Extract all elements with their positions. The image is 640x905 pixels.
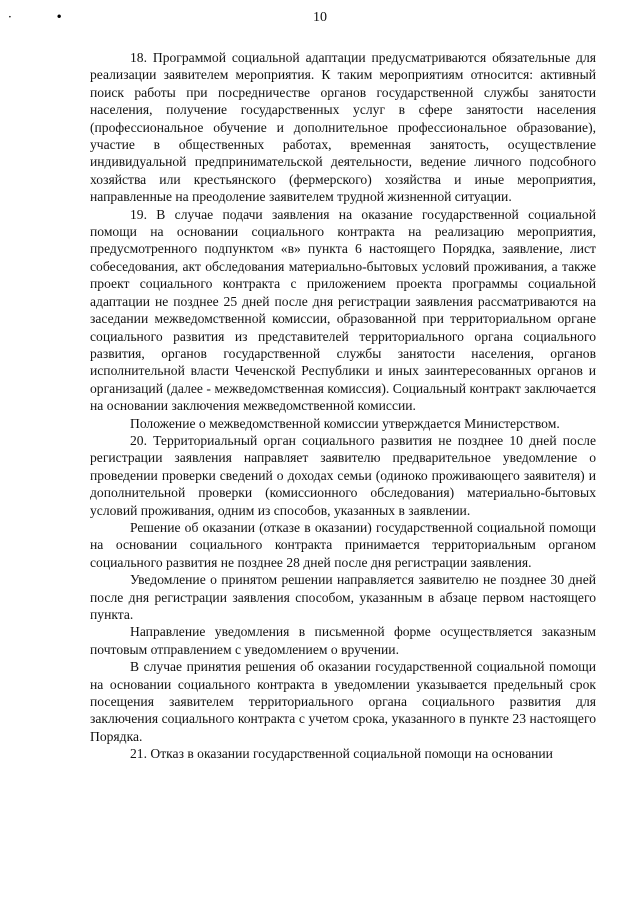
paragraph-21: 21. Отказ в оказании государственной социальной помощи на основании <box>130 746 553 762</box>
paragraph-20: 20. Территориальный орган социального развития не позднее 10 дней после регистрации заявления направляет заявителю предварительное уведомление о проведении проверки сведений о доходах семьи (одиноко проживающего заявителя) и дополнительной проверки (комиссионного обследования) материально-бытовых условий проживания, одним из способов, указанных в заявлении. <box>90 432 596 518</box>
paragraph-written-notice: Направление уведомления в письменной форме осуществляется заказным почтовым отправлением с уведомлением о вручении. <box>90 624 596 657</box>
page-number: 10 <box>313 10 327 25</box>
paragraph-notification: Уведомление о принятом решении направляется заявителю не позднее 30 дней после дня регистрации заявления способом, указанным в абзаце первом настоящего пункта. <box>90 572 596 622</box>
paragraph-commission-regulation: Положение о межведомственной комиссии утверждается Министерством. <box>130 415 560 431</box>
document-body <box>90 49 596 763</box>
scan-marks: · • <box>8 10 83 24</box>
paragraph-19: 19. В случае подачи заявления на оказание государственной социальной помощи на основании социального контракта на реализацию мероприятия, предусмотренного подпунктом «в» пункта 6 настоящего Порядка, заявление, лист собеседования, акт обследования материально-бытовых условий проживания, а также проект социального контракта с приложением проекта программы социальной адаптации не позднее 25 дней после дня регистрации заявления рассматриваются на заседании межведомственной комиссии, образованной при территориальном органе социального развития из представителей территориального органа социального развития, органов государственной службы занятости населения, органов исполнительной власти Чеченской Республики и иных заинтересованных органов и организаций (далее - межведомственная комиссия). Социальный контракт заключается на основании заключения межведомственной комиссии. <box>90 206 596 414</box>
paragraph-deadline: В случае принятия решения об оказании государственной социальной помощи на основании социального контракта в уведомлении указывается предельный срок посещения заявителем территориального органа социального развития для заключения социального контракта с учетом срока, указанного в пункте 23 настоящего Порядка. <box>90 659 596 744</box>
paragraph-18: 18. Программой социальной адаптации предусматриваются обязательные для реализации заявителем мероприятия. К таким мероприятиям относится: активный поиск работы при посредничестве органов государственной службы занятости населения, получение государственных услуг в сфере занятости населения (профессиональное обучение и дополнительное профессиональное образование), участие в общественных работах, временная занятость, осуществление индивидуальной предпринимательской деятельности, ведение личного подсобного хозяйства или крестьянского (фермерского) хозяйства и иные мероприятия, направленные на преодоление заявителем трудной жизненной ситуации. <box>90 50 596 205</box>
paragraph-decision: Решение об оказании (отказе в оказании) государственной социальной помощи на основании социального контракта принимается территориальным органом социального развития не позднее 28 дней после дня регистрации заявления. <box>90 519 596 570</box>
